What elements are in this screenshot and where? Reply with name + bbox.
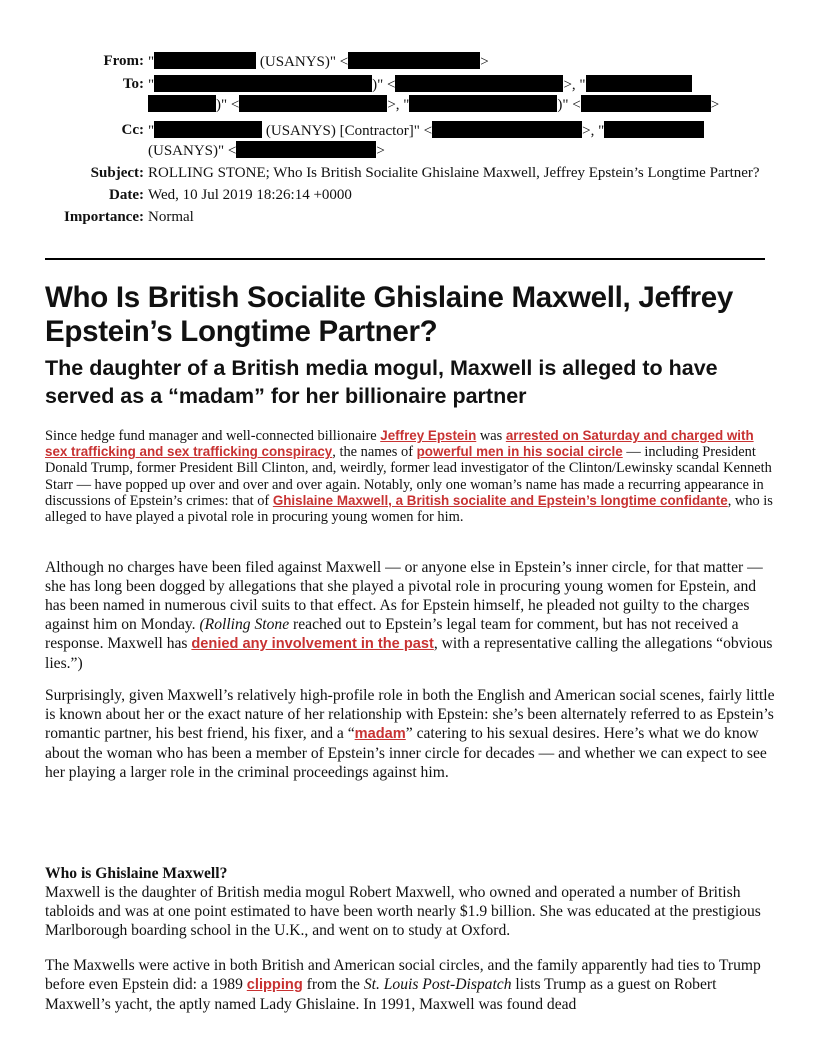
- article-subtitle: The daughter of a British media mogul, Maxwell is alleged to have served as a “madam” for her billionaire partner: [45, 356, 718, 408]
- paragraph-text: , with a representative calling the allegations “obvious lies.”): [45, 635, 773, 672]
- link-powerful-men[interactable]: powerful men in his social circle: [416, 444, 623, 460]
- importance-row: [0, 208, 816, 227]
- redaction-box: [581, 95, 711, 112]
- date-value: Wed, 10 Jul 2019 18:26:14 +0000: [148, 187, 352, 203]
- subject-value: ROLLING STONE; Who Is British Socialite Ghislaine Maxwell, Jeffrey Epstein’s Longtime Partner?: [148, 165, 760, 181]
- header-divider: [45, 258, 765, 260]
- link-ghislaine-maxwell[interactable]: Ghislaine Maxwell, a British socialite and Epstein’s longtime confidante: [272, 492, 728, 508]
- subject-label: Subject:: [90, 165, 144, 181]
- redaction-box: [154, 52, 256, 69]
- article-lede: [45, 428, 775, 525]
- link-clipping[interactable]: clipping: [246, 977, 303, 993]
- link-jeffrey-epstein[interactable]: Jeffrey Epstein: [380, 428, 477, 443]
- paragraph-text: reached out to Epstein’s legal team for comment, but has not received a response. Maxwell has: [45, 616, 739, 652]
- link-denied-involvement[interactable]: denied any involvement in the past: [191, 636, 434, 652]
- cc-row: [0, 121, 816, 161]
- from-value: " (USANYS)" < >: [148, 54, 489, 70]
- redaction-box: [236, 141, 376, 158]
- paragraph-1: [45, 558, 775, 673]
- to-value: " )" < >, " )" < >, " )" < >: [148, 77, 720, 113]
- redaction-box: [154, 75, 372, 92]
- lede-text: , who is alleged to have played a pivotal role in procuring young women for him.: [45, 492, 773, 526]
- redaction-box: [239, 95, 387, 112]
- from-org: (USANYS): [259, 54, 330, 70]
- cc-org: (USANYS): [148, 143, 219, 159]
- redaction-box: [148, 95, 216, 112]
- lede-text: Since hedge fund manager and well-connected billionaire: [45, 428, 381, 444]
- paragraph-2: [45, 686, 775, 782]
- importance-value: Normal: [148, 209, 194, 225]
- cc-org: (USANYS) [Contractor]: [265, 123, 414, 139]
- date-label: Date:: [109, 187, 144, 203]
- importance-label: Importance:: [64, 209, 144, 225]
- to-row: [0, 75, 816, 115]
- cc-value: " (USANYS) [Contractor]" < >, " (USANYS)" < >: [148, 121, 768, 161]
- subject-row: [0, 164, 816, 183]
- paragraph-3: Maxwell is the daughter of British media mogul Robert Maxwell, who owned and operated a number of British tabloids and was at one point estimated to have been worth nearly $1.9 billion. She was educated at the prestigious Marlborough boarding school in the U.K., and went on to study at Oxford.: [45, 884, 761, 939]
- from-row: [0, 52, 816, 72]
- paragraph-text: Although no charges have been filed against Maxwell — or anyone else in Epstein’s inner circle, for that matter — she has long been dogged by allegations that she played a pivotal role in procuring young women for Epstein, and has been named in numerous civil suits to that effect. As for Epstein himself, he pleaded not guilty to the charges against him on Monday.: [45, 559, 763, 633]
- link-arrested[interactable]: arrested on Saturday and charged with sex trafficking and sex trafficking conspiracy: [45, 428, 754, 460]
- article-title: Who Is British Socialite Ghislaine Maxwell, Jeffrey Epstein’s Longtime Partner?: [45, 281, 733, 348]
- redaction-box: [604, 121, 704, 138]
- section-heading: Who is Ghislaine Maxwell?: [45, 865, 228, 882]
- cc-label: Cc:: [121, 122, 144, 138]
- email-header: [0, 52, 816, 230]
- lede-text: , the names of: [332, 444, 417, 461]
- redaction-box: [395, 75, 563, 92]
- paragraph-4: [45, 956, 775, 1014]
- lede-text: — including President Donald Trump, former President Bill Clinton, and, weirdly, former lead investigator of the Clinton/Lewinsky scandal Kenneth Starr — have popped up over and over and over again. Notably, only one woman’s name has made a recurring appearance in discussions of Epstein’s crimes: that of: [45, 444, 772, 509]
- publication-name: (Rolling Stone: [199, 616, 290, 633]
- link-madam[interactable]: madam: [354, 726, 406, 742]
- from-label: From:: [103, 53, 144, 69]
- redaction-box: [154, 121, 262, 138]
- redaction-box: [586, 75, 692, 92]
- publication-name: St. Louis Post-Dispatch: [363, 976, 512, 993]
- date-row: [0, 186, 816, 205]
- to-label: To:: [122, 76, 144, 92]
- paragraph-text: The Maxwells were active in both British and American social circles, and the family apparently had ties to Trump before even Epstein did: a 1989: [45, 957, 761, 993]
- paragraph-text: ” catering to his sexual desires. Here’s what we do know about the woman who has been a member of Epstein’s inner circle for decades — and whether we can expect to see her playing a larger role in the criminal proceedings against him.: [45, 725, 767, 781]
- lede-text: was: [476, 428, 506, 444]
- paragraph-text: lists Trump as a guest on Robert Maxwell’s yacht, the aptly named Lady Ghislaine. In 1991, Maxwell was found dead: [45, 976, 717, 1013]
- paragraph-text: from the: [302, 976, 364, 993]
- redaction-box: [348, 52, 480, 69]
- paragraph-text: Surprisingly, given Maxwell’s relatively high-profile role in both the English and American social scenes, fairly little is known about her or the exact nature of her relationship with Epstein: she’s been alternately referred to as Epstein’s romantic partner, his best friend, his fixer, and a “: [45, 687, 775, 742]
- redaction-box: [432, 121, 582, 138]
- redaction-box: [409, 95, 557, 112]
